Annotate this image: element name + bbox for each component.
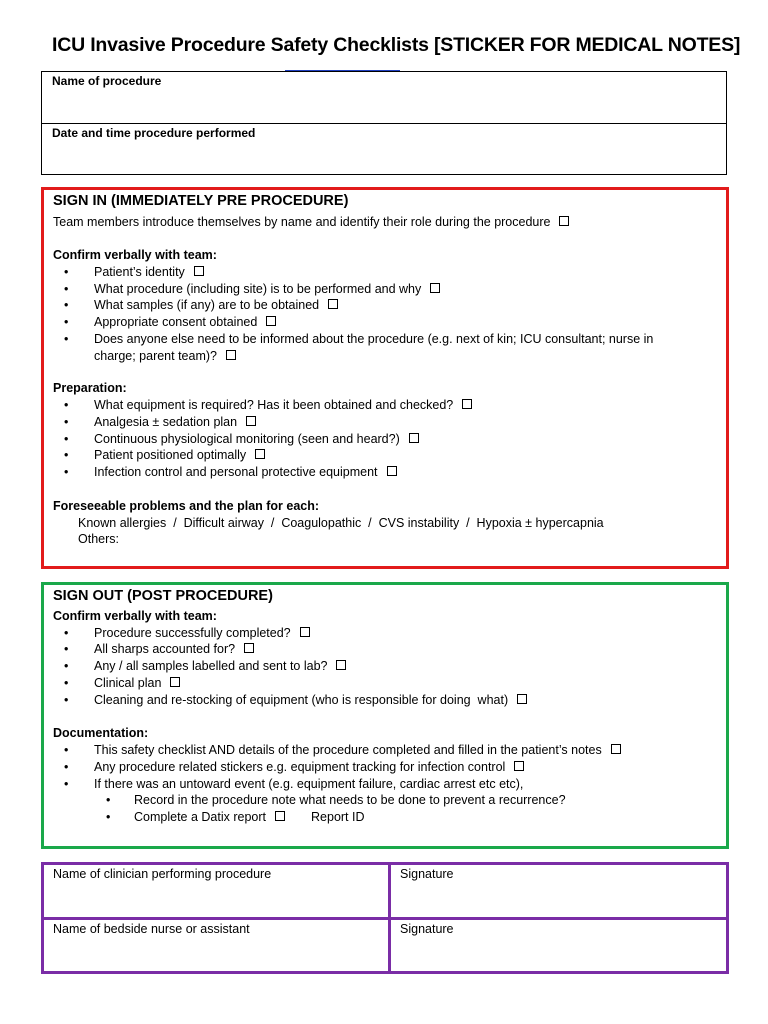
list-item-text: Any procedure related stickers e.g. equipment tracking for infection control <box>94 760 506 774</box>
list-item-continued <box>94 348 236 365</box>
sign-in-intro <box>53 214 569 231</box>
sign-out-section <box>41 582 729 849</box>
foreseeable-problems-heading: Foreseeable problems and the plan for each: <box>53 499 320 513</box>
bullet-icon: • <box>106 810 111 824</box>
bullet-icon: • <box>64 465 69 479</box>
bullet-icon: • <box>64 626 69 640</box>
list-item-text: All sharps accounted for? <box>94 642 236 656</box>
sign-out-heading: SIGN OUT (POST PROCEDURE) <box>53 588 273 604</box>
checkbox[interactable] <box>336 660 346 670</box>
list-item-text: Record in the procedure note what needs to be done to prevent a recurrence? <box>134 793 566 807</box>
bullet-icon: • <box>64 659 69 673</box>
list-item-text: What samples (if any) are to be obtained <box>94 298 320 312</box>
bullet-icon: • <box>64 743 69 757</box>
bullet-icon: • <box>64 642 69 656</box>
list-item <box>64 464 397 481</box>
bullet-icon: • <box>64 415 69 429</box>
divider <box>44 917 726 920</box>
checkbox[interactable] <box>514 761 524 771</box>
list-item-text: charge; parent team)? <box>94 349 217 363</box>
checkbox[interactable] <box>226 350 236 360</box>
sign-out-confirm-heading: Confirm verbally with team: <box>53 609 217 623</box>
list-item-text: What equipment is required? Has it been obtained and checked? <box>94 398 454 412</box>
checkbox[interactable] <box>194 266 204 276</box>
list-item <box>64 641 254 658</box>
sign-in-intro-text: Team members introduce themselves by name and identify their role during the procedure <box>53 215 551 229</box>
list-item-text: What procedure (including site) is to be performed and why <box>94 282 422 296</box>
clinician-name-label: Name of clinician performing procedure <box>53 867 272 881</box>
list-item <box>64 397 472 414</box>
list-item-text: Patient positioned optimally <box>94 448 247 462</box>
bullet-icon: • <box>64 265 69 279</box>
checkbox[interactable] <box>409 433 419 443</box>
list-item-text: Infection control and personal protective equipment <box>94 465 378 479</box>
list-item-text: This safety checklist AND details of the procedure completed and filled in the patient’s notes <box>94 743 602 757</box>
list-item <box>64 759 524 776</box>
report-id-label: Report ID <box>311 810 365 824</box>
list-item-text: Analgesia ± sedation plan <box>94 415 238 429</box>
list-item <box>64 314 276 331</box>
checkbox[interactable] <box>387 466 397 476</box>
list-item <box>64 331 653 348</box>
others-label: Others: <box>78 532 119 546</box>
list-item <box>64 742 621 759</box>
page-title: ICU Invasive Procedure Safety Checklists [STICKER FOR MEDICAL NOTES] <box>52 34 741 56</box>
list-item <box>64 414 256 431</box>
date-time-field[interactable] <box>42 124 726 175</box>
checkbox[interactable] <box>275 811 285 821</box>
list-item <box>64 297 338 314</box>
list-item-text: Cleaning and re-stocking of equipment (who is responsible for doing what) <box>94 693 509 707</box>
checkbox[interactable] <box>255 449 265 459</box>
bullet-icon: • <box>64 432 69 446</box>
list-item-text: Procedure successfully completed? <box>94 626 291 640</box>
signature-label: Signature <box>400 922 454 936</box>
list-item-text: Appropriate consent obtained <box>94 315 258 329</box>
checkbox[interactable] <box>300 627 310 637</box>
list-item-text: Any / all samples labelled and sent to lab? <box>94 659 328 673</box>
sub-list-item <box>106 792 566 809</box>
list-item <box>64 431 419 448</box>
checkbox[interactable] <box>266 316 276 326</box>
checkbox[interactable] <box>559 216 569 226</box>
name-of-procedure-label: Name of procedure <box>52 74 162 88</box>
sign-in-heading: SIGN IN (IMMEDIATELY PRE PROCEDURE) <box>53 193 349 209</box>
list-item-text: Complete a Datix report <box>134 810 267 824</box>
preparation-heading: Preparation: <box>53 381 127 395</box>
name-of-procedure-field[interactable] <box>42 72 726 124</box>
problems-list: Known allergies / Difficult airway / Coagulopathic / CVS instability / Hypoxia ± hypercapnia <box>78 516 604 530</box>
list-item <box>64 264 204 281</box>
documentation-heading: Documentation: <box>53 726 149 740</box>
list-item-text: Patient’s identity <box>94 265 185 279</box>
bullet-icon: • <box>64 332 69 346</box>
checkbox[interactable] <box>244 643 254 653</box>
list-item <box>64 692 527 709</box>
list-item-text: Continuous physiological monitoring (seen and heard?) <box>94 432 400 446</box>
checkbox[interactable] <box>170 677 180 687</box>
bullet-icon: • <box>64 760 69 774</box>
sign-in-confirm-heading: Confirm verbally with team: <box>53 248 217 262</box>
bullet-icon: • <box>64 693 69 707</box>
signature-table <box>41 862 729 974</box>
checkbox[interactable] <box>517 694 527 704</box>
checkbox[interactable] <box>611 744 621 754</box>
list-item <box>64 658 346 675</box>
bullet-icon: • <box>64 298 69 312</box>
procedure-info-box <box>41 71 727 175</box>
bullet-icon: • <box>64 448 69 462</box>
checkbox[interactable] <box>430 283 440 293</box>
checkbox[interactable] <box>246 416 256 426</box>
checkbox[interactable] <box>462 399 472 409</box>
checkbox[interactable] <box>328 299 338 309</box>
bullet-icon: • <box>64 777 69 791</box>
bullet-icon: • <box>106 793 111 807</box>
list-item <box>64 281 440 298</box>
sign-in-section <box>41 187 729 569</box>
list-item-text: Does anyone else need to be informed about the procedure (e.g. next of kin; ICU consultant; nurse in <box>94 332 654 346</box>
bullet-icon: • <box>64 398 69 412</box>
list-item-text: Clinical plan <box>94 676 162 690</box>
list-item <box>64 776 523 793</box>
list-item-text: If there was an untoward event (e.g. equipment failure, cardiac arrest etc etc), <box>94 777 524 791</box>
nurse-name-label: Name of bedside nurse or assistant <box>53 922 250 936</box>
sub-list-item <box>106 809 365 826</box>
signature-label: Signature <box>400 867 454 881</box>
list-item <box>64 675 180 692</box>
list-item <box>64 625 310 642</box>
bullet-icon: • <box>64 676 69 690</box>
bullet-icon: • <box>64 315 69 329</box>
list-item <box>64 447 265 464</box>
bullet-icon: • <box>64 282 69 296</box>
date-time-label: Date and time procedure performed <box>52 126 256 140</box>
